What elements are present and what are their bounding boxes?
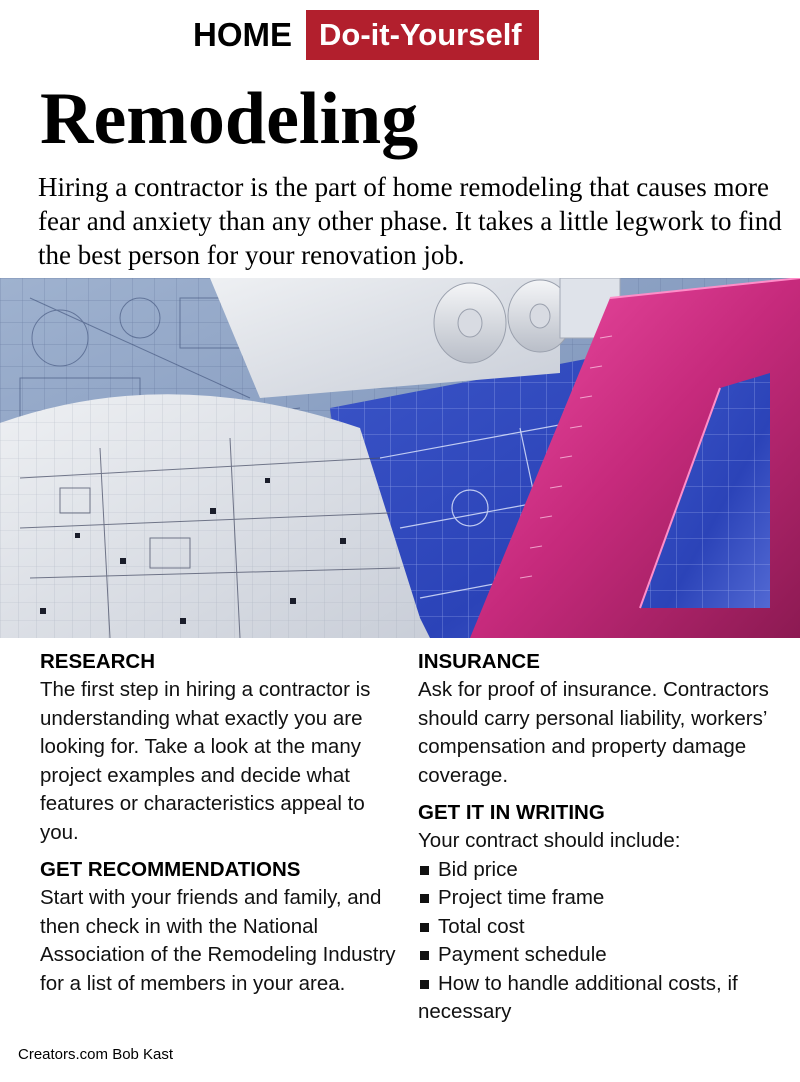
left-column: [40, 648, 400, 998]
intro-paragraph: Hiring a contractor is the part of home remodeling that causes more fear and anxiety than any other phase. It takes a little legwork to find the best person for your renovation job.: [38, 172, 782, 270]
writing-section: [418, 799, 778, 1027]
list-item: Total cost: [418, 913, 778, 942]
research-section: [40, 648, 400, 847]
bullet-square-icon: [420, 923, 429, 932]
research-body: The first step in hiring a contractor is understanding what exactly you are looking for. Take a look at the many project examples and decide what features or characteristics appeal to you.: [40, 678, 371, 844]
recommendations-body: Start with your friends and family, and then check in with the National Association of the Remodeling Industry for a list of members in your area.: [40, 886, 396, 995]
list-item: How to handle additional costs, if necessary: [418, 971, 738, 1023]
insurance-section: [418, 648, 778, 790]
kicker-home-label: HOME: [193, 16, 292, 53]
right-column: [418, 648, 778, 1027]
list-item: Project time frame: [418, 884, 778, 913]
bullet-square-icon: [420, 951, 429, 960]
page-title: Remodeling: [40, 78, 419, 160]
list-item: Bid price: [418, 856, 778, 885]
blueprints-photo: [0, 278, 800, 638]
bullet-square-icon: [420, 980, 429, 989]
recommendations-section: [40, 856, 400, 998]
insurance-body: Ask for proof of insurance. Contractors should carry personal liability, workers’ compensation and property damage coverage.: [418, 678, 769, 787]
research-heading: RESEARCH: [40, 650, 156, 673]
recommendations-heading: GET RECOMMENDATIONS: [40, 858, 301, 881]
header-kicker: [193, 10, 539, 60]
kicker-diy-label: Do-it-Yourself: [306, 10, 539, 60]
writing-heading: GET IT IN WRITING: [418, 801, 605, 824]
bullet-square-icon: [420, 894, 429, 903]
insurance-heading: INSURANCE: [418, 650, 540, 673]
list-item: Payment schedule: [418, 941, 778, 970]
photo-credit: Creators.com Bob Kast: [18, 1046, 174, 1063]
contract-items-list: [418, 856, 778, 1027]
writing-intro: Your contract should include:: [418, 829, 681, 852]
bullet-square-icon: [420, 866, 429, 875]
